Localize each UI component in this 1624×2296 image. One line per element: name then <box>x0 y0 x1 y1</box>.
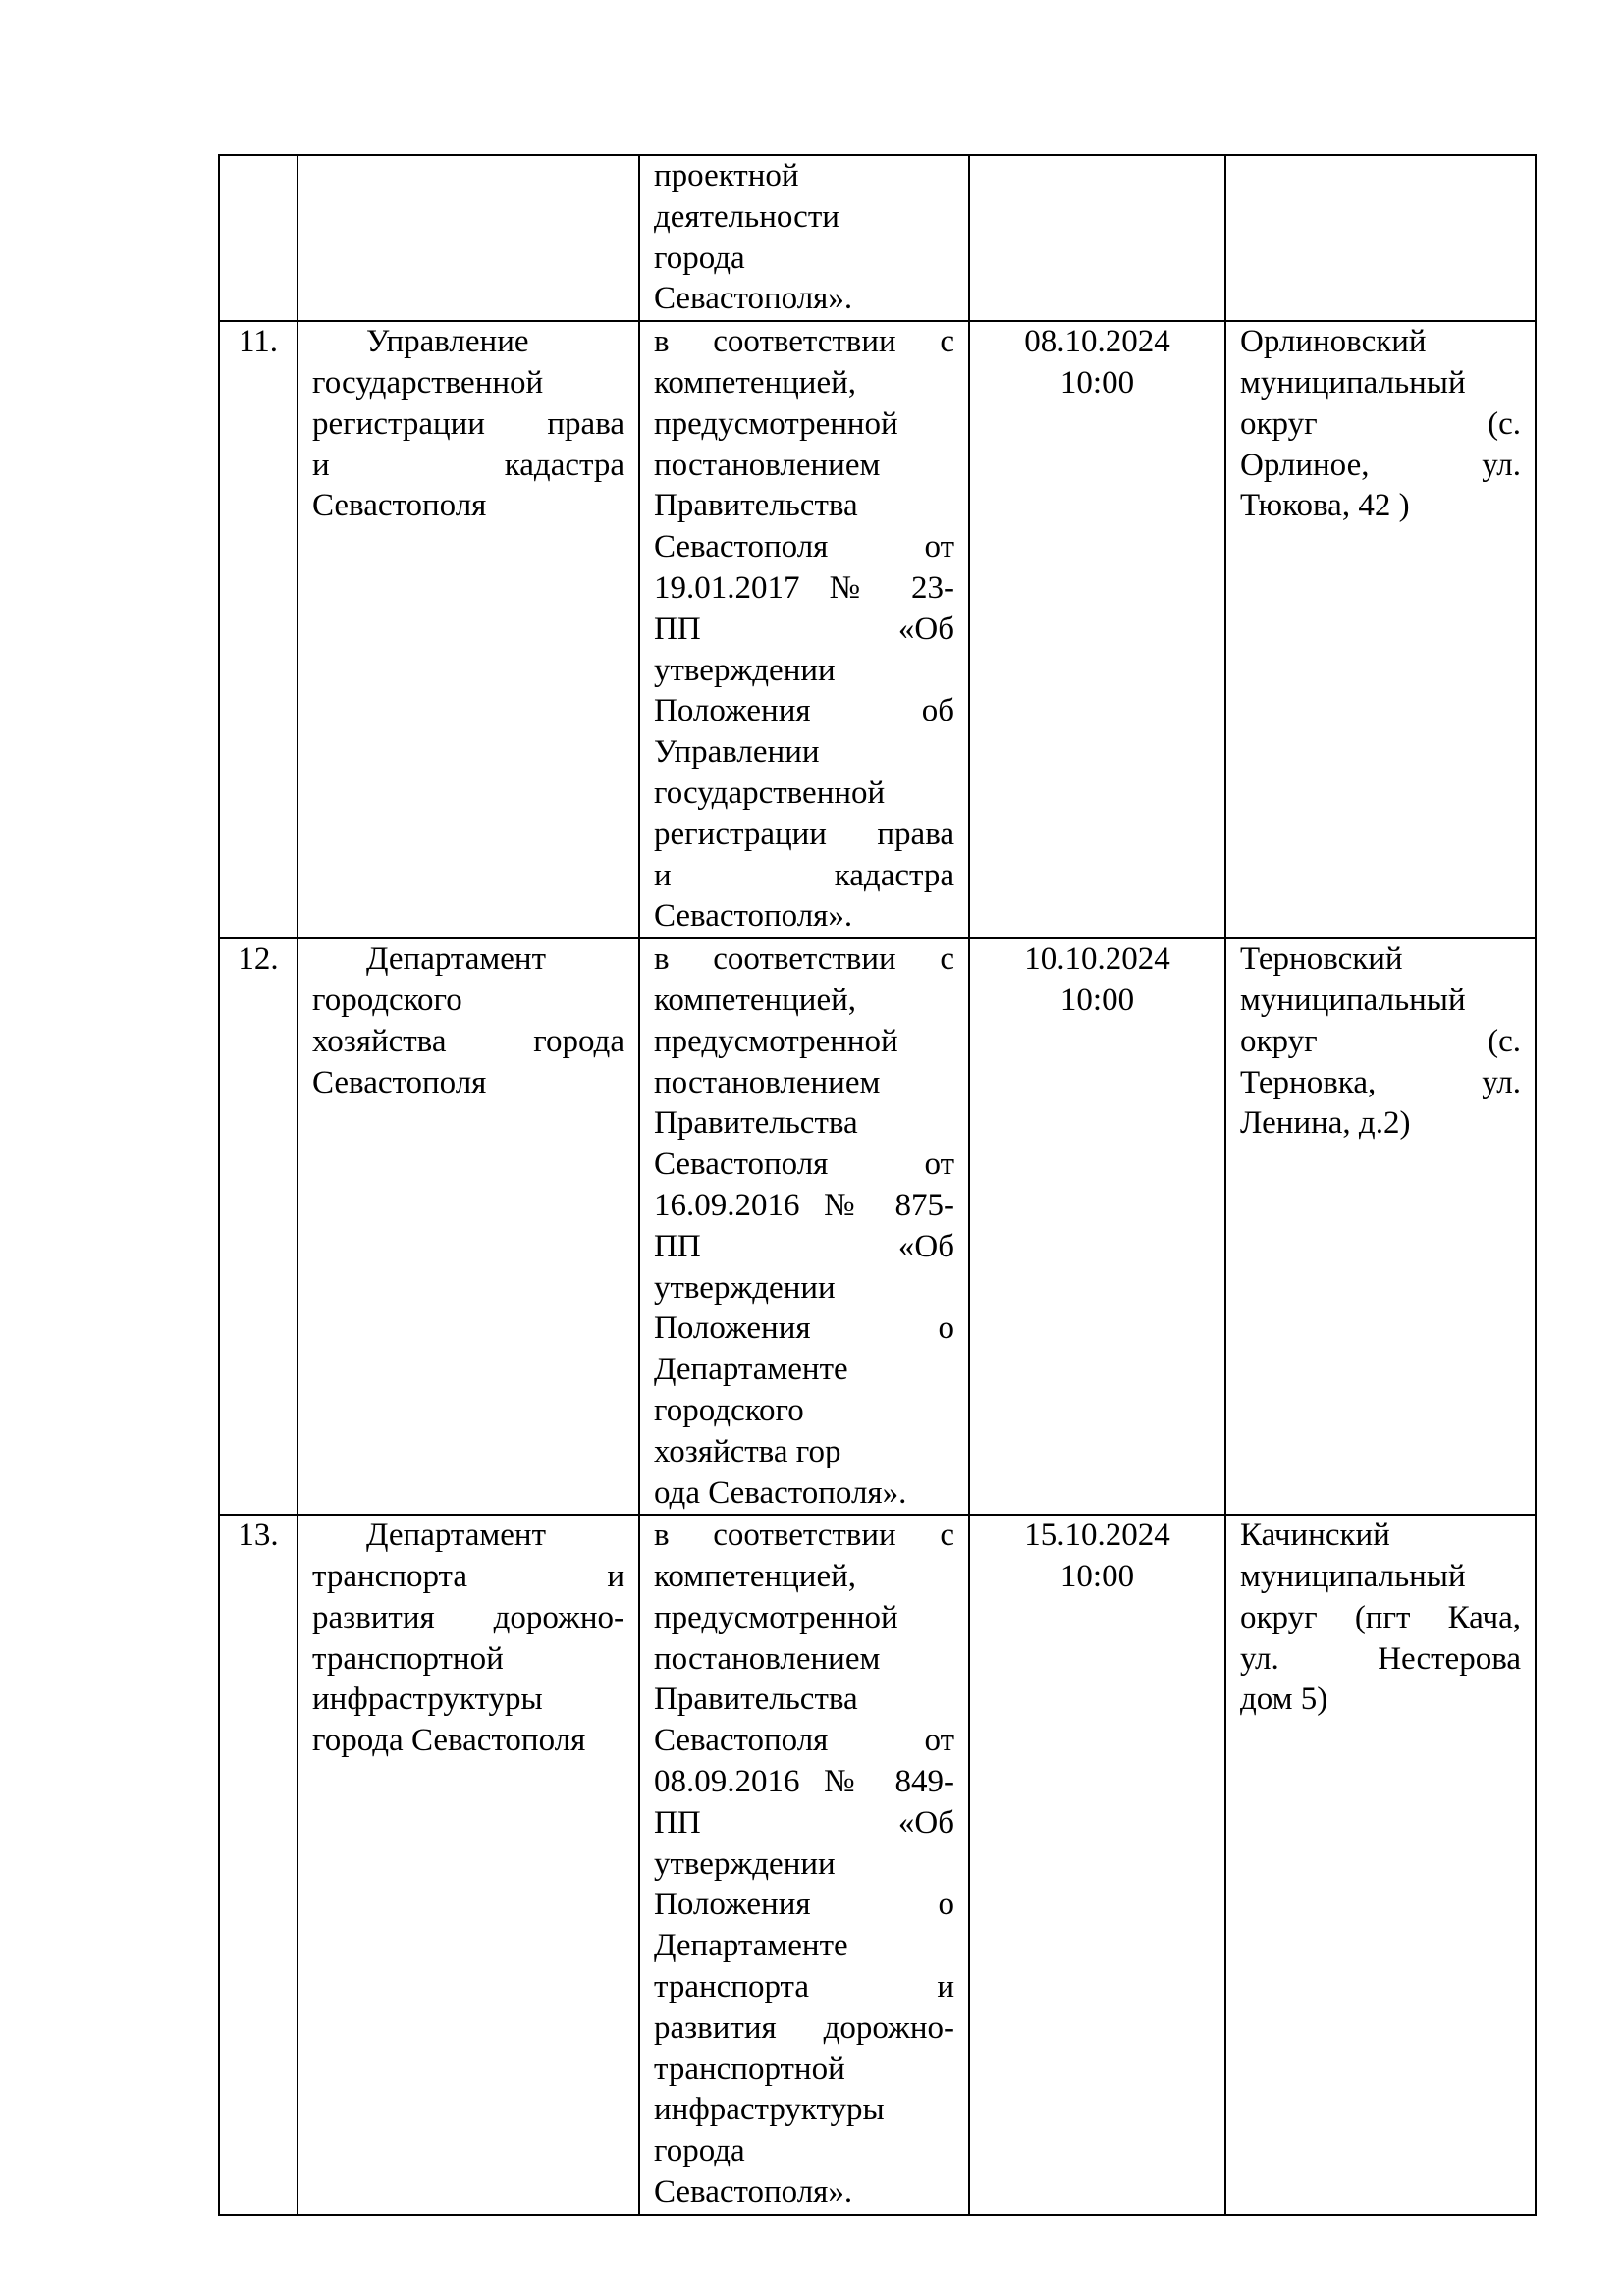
text-line: и кадастра <box>312 447 624 483</box>
location-cell <box>1225 321 1536 938</box>
text-line: компетенцией, <box>654 364 857 400</box>
text-line: Правительства <box>654 488 858 524</box>
legal-basis-cell <box>639 155 969 321</box>
row-number <box>219 155 298 321</box>
text-line: Орлиновский <box>1240 324 1427 360</box>
text-line: и кадастра <box>654 857 954 893</box>
text-line: ул. Нестерова <box>1240 1640 1521 1677</box>
text-line: ода Севастополя». <box>654 1474 907 1511</box>
text-line: транспортной <box>312 1640 504 1677</box>
time-text: 10:00 <box>1059 364 1135 400</box>
text-line: Управление <box>366 324 529 360</box>
text-line: предусмотренной <box>654 405 898 442</box>
text-line: Севастополя от <box>654 529 954 565</box>
text-line: Севастополя <box>312 488 487 524</box>
text-line: Качинский <box>1240 1518 1390 1554</box>
text-line: хозяйства города <box>312 1023 624 1059</box>
date-text: 10.10.2024 <box>1024 941 1170 978</box>
text-line: Ленина, д.2) <box>1240 1105 1411 1142</box>
text-line: муниципальный <box>1240 1559 1466 1595</box>
row-number: 12. <box>219 938 298 1515</box>
text-line: в соответствии с <box>654 1518 954 1554</box>
text-line: компетенцией, <box>654 1559 857 1595</box>
row-number: 11. <box>219 321 298 938</box>
text-line: города <box>654 2133 745 2169</box>
organization-cell <box>298 938 639 1515</box>
text-line: Департамент <box>366 941 547 978</box>
text-line: транспорта и <box>654 1969 954 2005</box>
text-line: муниципальный <box>1240 364 1466 400</box>
time-text: 10:00 <box>1059 1559 1135 1595</box>
text-line: Севастополя». <box>654 898 853 934</box>
text-line: Севастополя от <box>654 1147 954 1183</box>
text-line: Терновка, ул. <box>1240 1064 1521 1100</box>
text-line: Севастополя». <box>654 2174 853 2211</box>
text-line: Тюкова, 42 ) <box>1240 488 1410 524</box>
text-line: Севастополя». <box>654 281 853 317</box>
text-line: Департамент <box>366 1518 547 1554</box>
legal-basis-cell <box>639 1515 969 2215</box>
text-line: Севастополя <box>312 1064 487 1100</box>
text-line: Орлиное, ул. <box>1240 447 1521 483</box>
text-line: города Севастополя <box>312 1723 586 1759</box>
schedule-table-body <box>219 155 1536 2215</box>
table-row <box>219 321 1536 938</box>
text-line: округ (с. <box>1240 405 1521 442</box>
text-line: 19.01.2017 № 23- <box>654 569 954 606</box>
date-time-cell <box>969 321 1225 938</box>
organization-cell <box>298 1515 639 2215</box>
text-line: Терновский <box>1240 941 1403 978</box>
table-row <box>219 938 1536 1515</box>
text-line: Севастополя от <box>654 1723 954 1759</box>
text-line: постановлением <box>654 1640 881 1677</box>
text-line: утверждении <box>654 1269 836 1306</box>
text-line: проектной <box>654 158 799 193</box>
text-line: развития дорожно- <box>312 1599 624 1635</box>
table-row <box>219 1515 1536 2215</box>
text-line: города <box>654 240 745 276</box>
text-line: компетенцией, <box>654 982 857 1018</box>
text-line: дом 5) <box>1240 1682 1328 1718</box>
text-line: Положения об <box>654 693 954 729</box>
text-line: ПП «Об <box>654 611 954 647</box>
text-line: Департаменте <box>654 1928 848 1964</box>
date-time-cell <box>969 938 1225 1515</box>
text-line: утверждении <box>654 1845 836 1882</box>
text-line: постановлением <box>654 1064 881 1100</box>
text-line: муниципальный <box>1240 982 1466 1018</box>
text-line: инфраструктуры <box>312 1682 543 1718</box>
text-line: Правительства <box>654 1105 858 1142</box>
schedule-table <box>218 154 1537 2216</box>
text-line: в соответствии с <box>654 941 954 978</box>
text-line: государственной <box>654 774 886 811</box>
text-line: 16.09.2016 № 875- <box>654 1187 954 1223</box>
time-text: 10:00 <box>1059 982 1135 1018</box>
text-line: в соответствии с <box>654 324 954 360</box>
text-line: городского <box>654 1392 804 1428</box>
text-line: Управлении <box>654 734 820 771</box>
text-line: транспорта и <box>312 1559 624 1595</box>
text-line: Положения о <box>654 1887 954 1923</box>
text-line: предусмотренной <box>654 1023 898 1059</box>
text-line: регистрации права <box>312 405 624 442</box>
text-line: развития дорожно- <box>654 2009 954 2046</box>
text-line: транспортной <box>654 2051 845 2087</box>
text-line: предусмотренной <box>654 1599 898 1635</box>
text-line: Положения о <box>654 1310 954 1347</box>
row-number: 13. <box>219 1515 298 2215</box>
location-cell <box>1225 938 1536 1515</box>
text-line: 08.09.2016 № 849- <box>654 1764 954 1800</box>
text-line: хозяйства гор <box>654 1433 841 1469</box>
text-line: округ (пгт Кача, <box>1240 1599 1521 1635</box>
text-line: округ (с. <box>1240 1023 1521 1059</box>
text-line: Правительства <box>654 1682 858 1718</box>
organization-cell <box>298 321 639 938</box>
table-row <box>219 155 1536 321</box>
date-time-cell <box>969 155 1225 321</box>
text-line: Департаменте <box>654 1352 848 1388</box>
organization-cell <box>298 155 639 321</box>
date-time-cell <box>969 1515 1225 2215</box>
text-line: регистрации права <box>654 816 954 852</box>
text-line: городского <box>312 982 462 1018</box>
text-line: инфраструктуры <box>654 2092 885 2128</box>
text-line: утверждении <box>654 652 836 688</box>
date-text: 08.10.2024 <box>1024 324 1170 360</box>
legal-basis-cell <box>639 938 969 1515</box>
location-cell <box>1225 155 1536 321</box>
text-line: деятельности <box>654 198 839 235</box>
legal-basis-cell <box>639 321 969 938</box>
date-text: 15.10.2024 <box>1024 1518 1170 1554</box>
text-line: постановлением <box>654 447 881 483</box>
text-line: государственной <box>312 364 544 400</box>
location-cell <box>1225 1515 1536 2215</box>
text-line: ПП «Об <box>654 1804 954 1841</box>
text-line: ПП «Об <box>654 1228 954 1264</box>
